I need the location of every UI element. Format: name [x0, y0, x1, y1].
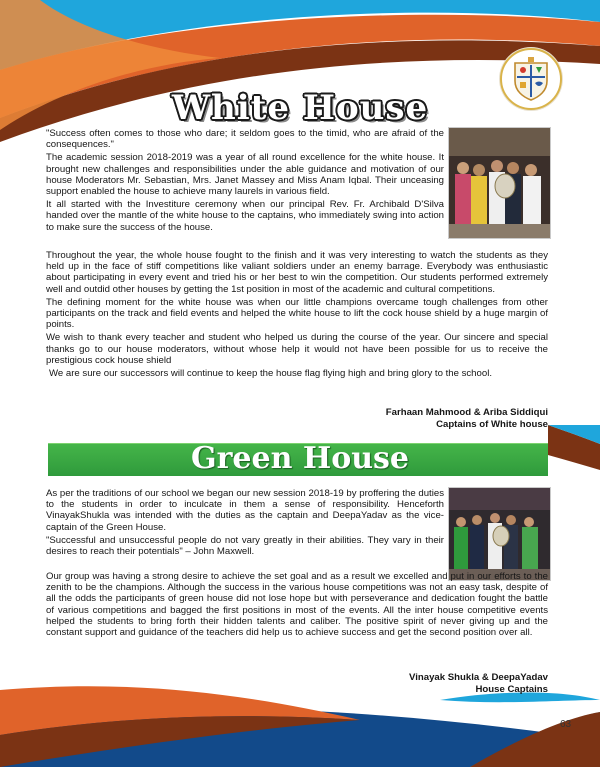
white-house-paragraph: The defining moment for the white house was when our little champions overcame tough challenges from other participants on the track and field events and helped the white house to lift the cock house shield by a huge margin of points.: [46, 296, 548, 331]
white-house-quote: "Success often comes to those who dare; it seldom goes to the timid, who are afraid of the consequences.": [46, 128, 444, 151]
white-house-intro-text: [46, 128, 444, 235]
green-house-body-text: [46, 571, 548, 640]
green-house-title: Green House: [191, 441, 409, 476]
white-house-captains-role: Captains of White house: [436, 419, 548, 430]
white-house-paragraph: It all started with the Investiture ceremony when our principal Rev. Fr. Archibald D'Silva handed over the mantle of the white house to the captains, who immediately swing into action to make sure the success of the house.: [46, 199, 444, 233]
green-house-captains-role: House Captains: [475, 684, 548, 695]
white-house-photo: [448, 127, 551, 239]
green-house-photo: [448, 487, 551, 581]
page-number: 63: [560, 719, 572, 730]
green-house-signature: [300, 672, 548, 696]
white-house-body-text: [46, 250, 548, 381]
white-house-paragraph: We are sure our successors will continue to keep the house flag flying high and bring glory to the school.: [49, 368, 492, 380]
white-house-paragraph: Throughout the year, the whole house fought to the finish and it was very interesting to watch the students as they held up in the face of stiff competitions like valiant soldiers under an enemy barrage. Everybody was enthusiastic about participating in every event and tried his or her best to win the competition. Our students performed extremely well and outdid other houses by getting the 1st position in most of the academic and cultural competitions.: [46, 250, 548, 295]
green-house-paragraph: As per the traditions of our school we began our new session 2018-19 by proffering the duties to the students in order to inculcate in them a sense of responsibility. Henceforth VinayakShukla was intended with the duties as the captain and DeepaYadav as the vice-captain of the Green House.: [46, 488, 444, 533]
white-house-captains-names: Farhaan Mahmood & Ariba Siddiqui: [385, 407, 548, 418]
green-house-quote: "Successful and unsuccessful people do not vary greatly in their abilities. They vary in their desires to reach their potentials" – John Maxwell.: [46, 534, 444, 558]
green-house-captains-names: Vinayak Shukla & DeepaYadav: [408, 672, 548, 683]
green-house-intro-text: [46, 488, 444, 559]
white-house-paragraph: We wish to thank every teacher and student who helped us during the course of the year. Our sincere and special thanks go to our house moderators, without whose help it would not have been possible for us to receive the prestigious cock house shield: [46, 332, 548, 366]
group-photo-award-icon: [449, 488, 550, 580]
white-house-title: White House: [171, 88, 429, 128]
group-photo-award-icon: [449, 128, 550, 238]
green-house-paragraph: Our group was having a strong desire to achieve the set goal and as a result we excelled and put in our efforts to the zenith to be the champions. Although the success in the various house competitions was not an easy task, despite of all the odds the participants of green house did not lose hope but with perseverance and dedication fought the battle of various competitions and bagged the first positions in most of the events. All the inter house competitive events helped the students to bring forth their hidden talents and caliber. The positive spirit of never giving up and the constant support and guidance of the teachers did help us to achieve success and get the second position over all.: [46, 571, 548, 639]
white-house-signature: [300, 407, 548, 431]
white-house-paragraph: The academic session 2018-2019 was a year of all round excellence for the white house. It brought new challenges and responsibilities under the able guidance and motivation of our house Moderators Mr. Sebastian, Mrs. Janet Massey and Miss Anam Iqbal. Their unceasing support enabled the house to achieve many laurels in various field.: [46, 152, 444, 198]
